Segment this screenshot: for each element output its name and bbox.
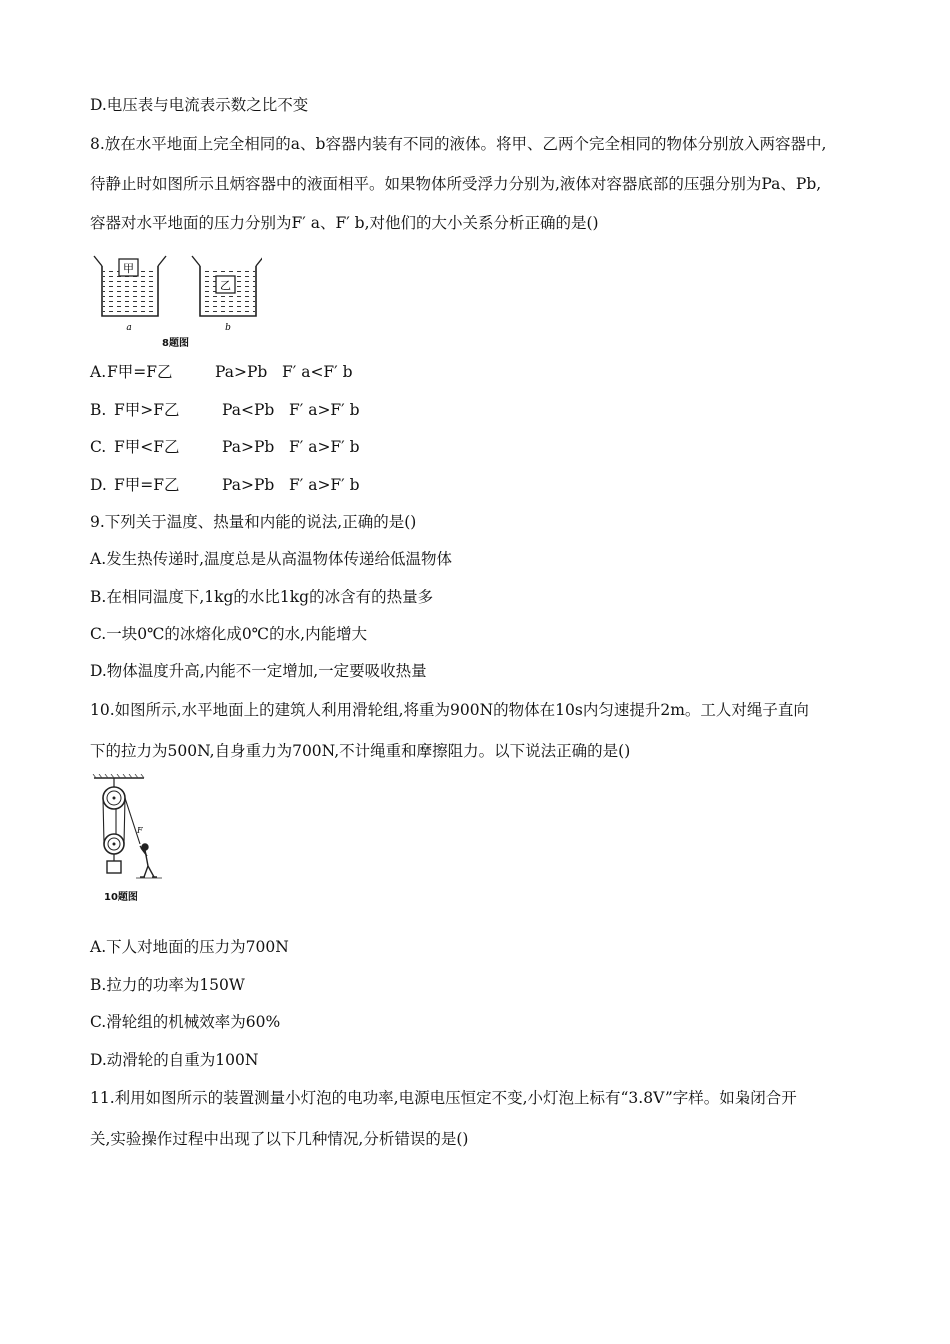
option-col-3: F′ a>F′ b [289,401,360,419]
q9-option-d: D.物体温度升高,内能不一定增加,一定要吸收热量 [90,662,427,680]
block-jia-label: 甲 [123,262,134,275]
q10-stem-line-1: 10.如图所示,水平地面上的建筑人利用滑轮组,将重为900N的物体在10s内匀速提升2m。工人对绳子直向 [90,701,809,719]
option-col-1: F甲=F乙 [114,476,180,494]
option-col-1: F甲<F乙 [114,438,180,456]
q7-option-d: D.电压表与电流表示数之比不变 [90,96,309,114]
q10-figure [92,774,172,886]
container-a [94,256,166,333]
q8-figure-caption: 8题图 [162,338,189,349]
option-col-1: F甲=F乙 [107,363,173,381]
option-key: B. [90,401,107,419]
q11-stem-line-2: 关,实验操作过程中出现了以下几种情况,分析错误的是() [90,1130,469,1148]
option-col-3: F′ a<F′ b [282,363,353,381]
q8-stem-line-3: 容器对水平地面的压力分别为F′ a、F′ b,对他们的大小关系分析正确的是() [90,214,599,232]
q10-option-d: D.动滑轮的自重为100N [90,1051,259,1069]
worker-figure [140,844,157,877]
q9-option-b: B.在相同温度下,1kg的水比1kg的冰含有的热量多 [90,588,434,606]
q9-option-a: A.发生热传递时,温度总是从高温物体传递给低温物体 [90,550,453,568]
option-col-1: F甲>F乙 [114,401,180,419]
q11-stem-line-1: 11.利用如图所示的装置测量小灯泡的电功率,电源电压恒定不变,小灯泡上标有“3.8V”字样。如枭闭合开 [90,1089,797,1107]
q10-option-a: A.下人对地面的压力为700N [90,938,289,956]
option-col-3: F′ a>F′ b [289,476,360,494]
q9-option-c: C.一块0℃的冰熔化成0℃的水,内能增大 [90,625,368,643]
option-col-2: Pa>Pb [215,363,268,381]
option-col-2: Pa>Pb [222,438,275,456]
option-col-2: Pa>Pb [222,476,275,494]
option-col-2: Pa<Pb [222,401,275,419]
block-yi-label: 乙 [220,279,231,292]
option-col-3: F′ a>F′ b [289,438,360,456]
option-key: A. [90,363,107,381]
q10-stem-line-2: 下的拉力为500N,自身重力为700N,不计绳重和摩擦阻力。以下说法正确的是() [90,742,631,760]
option-key: D. [90,476,107,494]
load-block [107,861,121,873]
q10-figure-caption: 10题图 [104,892,138,903]
q10-option-c: C.滑轮组的机械效率为60% [90,1013,281,1031]
q8-stem-line-1: 8.放在水平地面上完全相同的a、b容器内装有不同的液体。将甲、乙两个完全相同的物体分别放入两容器中, [90,135,827,153]
force-label: F [137,826,143,835]
label-b: b [225,323,231,333]
q10-option-b: B.拉力的功率为150W [90,976,245,994]
container-b [192,256,262,333]
label-a: a [126,323,132,333]
option-key: C. [90,438,107,456]
q8-stem-line-2: 待静止时如图所示且炳容器中的液面相平。如果物体所受浮力分别为,液体对容器底部的压强分别为Pa、Pb, [90,175,822,193]
q9-stem: 9.下列关于温度、热量和内能的说法,正确的是() [90,513,417,531]
